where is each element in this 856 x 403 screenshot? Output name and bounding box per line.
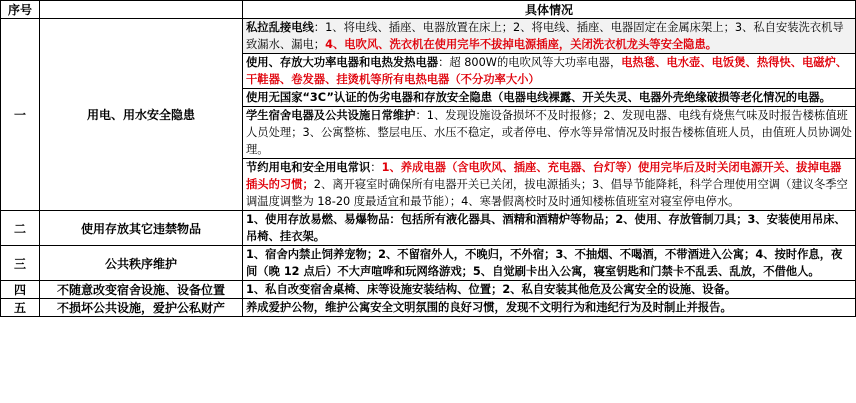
table-row: [1, 211, 856, 246]
row-number: 一: [1, 19, 40, 211]
row-detail: [243, 19, 856, 54]
header-item: [40, 1, 243, 19]
row-detail: [243, 107, 856, 159]
table-row: [1, 19, 856, 54]
detail-text: 1、私自改变宿舍桌椅、床等设施安装结构、位置；2、私自安装其他危及公寓安全的设施、设备。: [246, 283, 737, 296]
detail-text: 1、宿舍内禁止饲养宠物；2、不留宿外人，不晚归，不外宿；3、不抽烟、不喝酒，不带酒进入公寓；4、按时作息，夜间（晚 12 点后）不大声喧哗和玩网络游戏；5、自觉刷卡出入公寓，寝室钥匙和门禁卡不乱丢、乱放，不借他人。: [246, 248, 843, 278]
row-category: 不随意改变宿舍设施、设备位置: [40, 281, 243, 299]
detail-text: 使用、存放大功率电器和电热发热电器: [246, 56, 439, 69]
table-body: [1, 19, 856, 317]
table-row: [1, 246, 856, 281]
header-details: 具体情况: [243, 1, 856, 19]
row-detail: [243, 159, 856, 211]
row-category: 用电、用水安全隐患: [40, 19, 243, 211]
row-detail: [243, 299, 856, 317]
row-category: 不损坏公共设施，爱护公私财产: [40, 299, 243, 317]
detail-text: 4、电吹风、洗衣机在使用完毕不拔掉电源插座，关闭洗衣机龙头等安全隐患。: [325, 38, 718, 51]
row-category: 公共秩序维护: [40, 246, 243, 281]
detail-text: 电热毯、电水壶、电饭煲、热得快、电磁炉、干鞋器、卷发器、挂烫机等所有电热电器（不分功率大小）: [246, 56, 848, 86]
row-number: 四: [1, 281, 40, 299]
table-header-row: [1, 1, 856, 19]
row-detail: [243, 281, 856, 299]
detail-text: 1、使用存放易燃、易爆物品：包括所有液化器具、酒精和酒精炉等物品；2、使用、存放管制刀具；3、安装使用吊床、吊椅、挂衣架。: [246, 213, 846, 243]
detail-text: 使用无国家“3C”认证的伪劣电器和存放安全隐患（电器电线裸露、开关失灵、电器外壳绝缘破损等老化情况的电器。: [246, 91, 831, 104]
detail-text: 私拉乱接电线: [246, 21, 314, 34]
table-row: [1, 299, 856, 317]
detail-text: ：1、将电线、插座、电器放置在床上；2、将电线、插座、电器固定在金属床架上；3、私自安装洗衣机导致漏水、漏电；: [246, 21, 844, 51]
detail-text: 2、离开寝室时确保所有电器开关已关闭，拔电源插头；3、倡导节能降耗，科学合理使用空调（建议冬季空调温度调整为 18-20 度最适宜和最节能）；4、寒暑假离校时及时通知楼栋值班室对寝室停电停水。: [246, 178, 848, 208]
row-detail: [243, 246, 856, 281]
detail-text: 节约用电和安全用电常识: [246, 161, 371, 174]
row-number: 二: [1, 211, 40, 246]
header-seq: 序号: [1, 1, 40, 19]
detail-text: ：超 800W的电吹风等大功率电器，: [438, 56, 622, 69]
table-row: [1, 281, 856, 299]
row-detail: [243, 211, 856, 246]
detail-text: ：1、发现设施设备损坏不及时报修；2、发现电器、电线有烧焦气味及时报告楼栋值班人员处理；3、公寓整栋、整层电压、水压不稳定，或者停电、停水等异常情况及时报告楼栋值班人员，由值班人员协调处理。: [246, 109, 852, 156]
detail-text: ：: [370, 161, 382, 174]
row-category: 使用存放其它违禁物品: [40, 211, 243, 246]
detail-text: 学生宿舍电器及公共设施日常维护: [246, 109, 416, 122]
row-number: 五: [1, 299, 40, 317]
row-detail: [243, 54, 856, 89]
row-number: 三: [1, 246, 40, 281]
row-detail: [243, 89, 856, 107]
detail-text: 养成爱护公物，维护公寓安全文明氛围的良好习惯，发现不文明行为和违纪行为及时制止并报告。: [246, 301, 732, 314]
detail-text: 1、养成电器（含电吹风、插座、充电器、台灯等）使用完毕后及时关闭电源开关、拔掉电器插头的习惯；: [246, 161, 842, 191]
